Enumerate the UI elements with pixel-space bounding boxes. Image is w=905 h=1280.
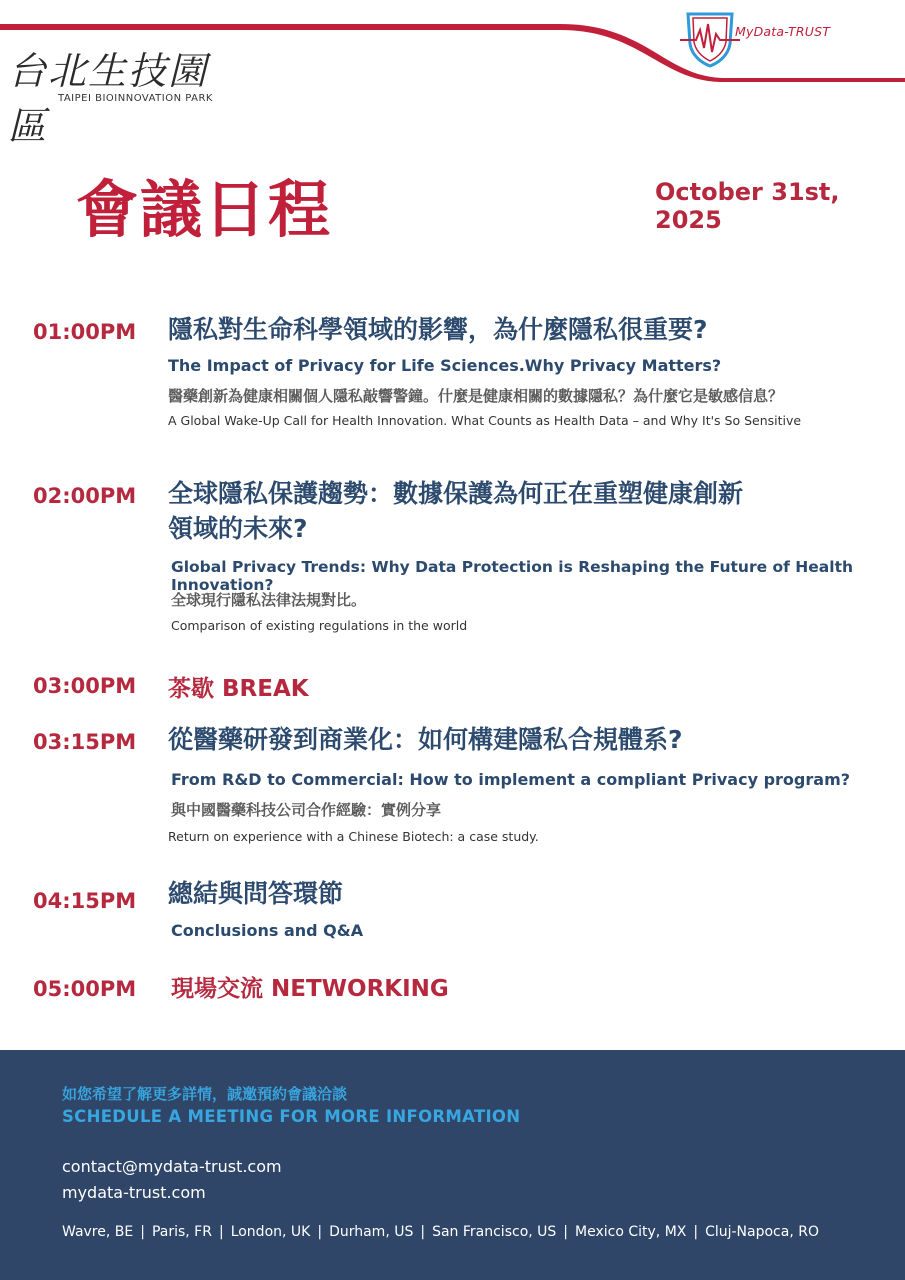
office-location: Mexico City, MX — [575, 1224, 687, 1240]
agenda-time: 01:00PM — [33, 320, 137, 344]
office-location: Cluj-Napoca, RO — [705, 1224, 819, 1240]
footer-cta-zh: 如您希望了解更多詳情，誠邀預約會議洽談 — [62, 1085, 348, 1103]
office-location: Wavre, BE — [62, 1224, 134, 1240]
page-title: 會議日程 — [76, 173, 333, 246]
taipei-bioinnovation-park-logo — [8, 40, 238, 148]
office-location: Paris, FR — [151, 1224, 212, 1240]
agenda-title-en: Conclusions and Q&A — [171, 921, 364, 940]
office-locations: Wavre, BE | Paris, FR | London, UK | Durham, US | San Francisco, US | Mexico City, MX | Cluj-Napoca, RO — [62, 1224, 819, 1240]
agenda-time: 03:00PM — [33, 674, 137, 698]
footer — [0, 1050, 905, 1280]
agenda-title-zh: 全球隱私保護趨勢：數據保護為何正在重塑健康創新 — [168, 479, 744, 508]
park-logo-name: TAIPEI BIOINNOVATION PARK — [58, 93, 213, 104]
office-location: London, UK — [230, 1224, 311, 1240]
event-date: October 31st, 2025 — [655, 178, 840, 234]
agenda-time: 05:00PM — [33, 977, 137, 1001]
agenda-title-en: Global Privacy Trends: Why Data Protection is Reshaping the Future of Health Innovation? — [171, 558, 854, 594]
office-location: Durham, US — [329, 1224, 414, 1240]
agenda-subtitle-en: Return on experience with a Chinese Biotech: a case study. — [168, 829, 539, 844]
agenda-title-zh-line2: 領域的未來? — [168, 514, 308, 543]
contact-email-link[interactable]: contact@mydata-trust.com — [62, 1157, 282, 1176]
agenda-time: 04:15PM — [33, 889, 137, 913]
agenda-title-en: The Impact of Privacy for Life Sciences.Why Privacy Matters? — [168, 356, 722, 375]
office-location: San Francisco, US — [432, 1224, 557, 1240]
agenda-break-label: 茶歇 BREAK — [168, 676, 309, 702]
agenda-title-zh: 隱私對生命科學領域的影響，為什麼隱私很重要? — [168, 315, 708, 344]
shield-icon — [680, 8, 740, 70]
agenda-subtitle-zh: 全球現行隱私法律法規對比。 — [171, 591, 367, 609]
agenda-subtitle-zh: 醫藥創新為健康相關個人隱私敲響警鐘。什麼是健康相關的數據隱私？為什麼它是敏感信息？ — [168, 387, 784, 405]
agenda-subtitle-en: Comparison of existing regulations in the world — [171, 618, 468, 633]
park-logo-script: 台北生技園區 — [8, 49, 209, 148]
agenda-title-zh: 總結與問答環節 — [168, 879, 344, 908]
mydata-trust-logo — [680, 8, 880, 70]
agenda-time: 02:00PM — [33, 484, 137, 508]
agenda-title-zh: 從醫藥研發到商業化：如何構建隱私合規體系? — [168, 725, 683, 754]
agenda-subtitle-en: A Global Wake-Up Call for Health Innovation. What Counts as Health Data – and Why It's So Sensitive — [168, 413, 802, 428]
agenda-time: 03:15PM — [33, 730, 137, 754]
website-link[interactable]: mydata-trust.com — [62, 1183, 206, 1202]
footer-cta-en[interactable]: SCHEDULE A MEETING FOR MORE INFORMATION — [62, 1107, 521, 1126]
agenda-networking-label: 現場交流 NETWORKING — [171, 976, 449, 1002]
agenda-subtitle-zh: 與中國醫藥科技公司合作經驗：實例分享 — [171, 801, 442, 819]
agenda-title-en: From R&D to Commercial: How to implement a compliant Privacy program? — [171, 770, 851, 789]
brand-name: MyData-TRUST — [735, 24, 831, 39]
